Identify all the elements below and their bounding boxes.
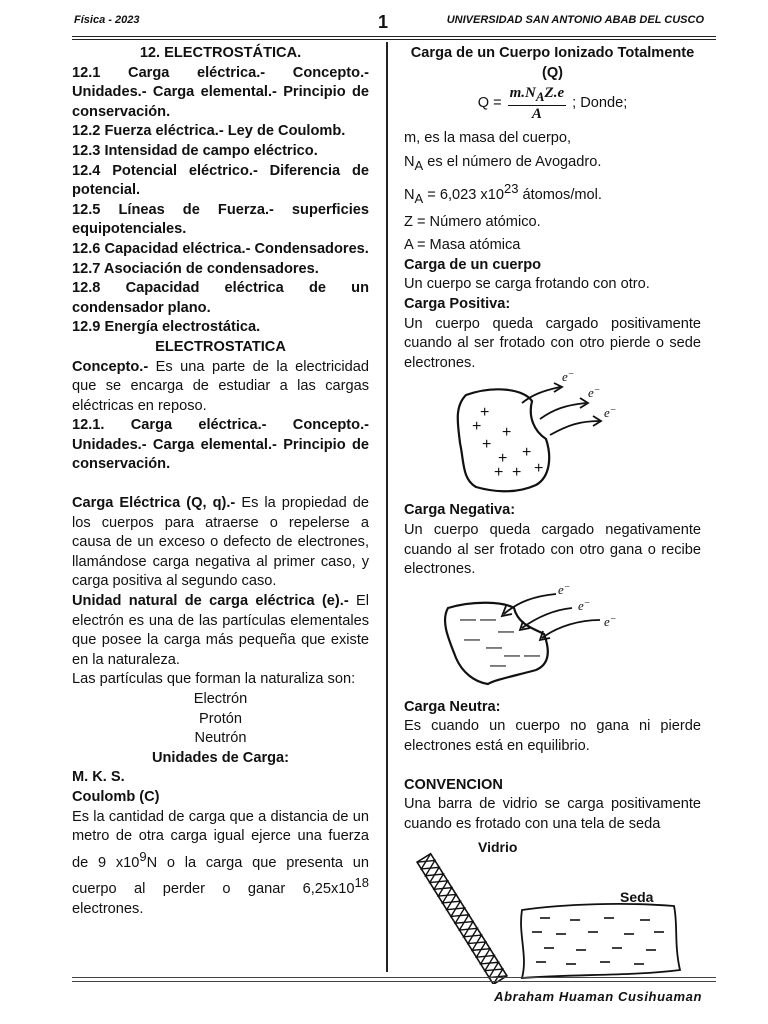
svg-text:—: — bbox=[464, 630, 480, 648]
svg-text:+: + bbox=[512, 464, 522, 482]
convencion-text: Una barra de vidrio se carga positivamente cuando es frotado con una tela de seda bbox=[404, 796, 701, 832]
svg-text:+: + bbox=[482, 436, 492, 454]
carga-cuerpo-text: Un cuerpo se carga frotando con otro. bbox=[404, 276, 650, 293]
svg-text:—: — bbox=[480, 610, 496, 628]
toc-item: 12.2 Fuerza eléctrica.- Ley de Coulomb. bbox=[72, 123, 346, 140]
electron-labels-in bbox=[558, 582, 617, 629]
chapter-title: 12. ELECTROSTÁTICA. bbox=[139, 45, 302, 61]
def-z: Z = Número atómico. bbox=[404, 213, 541, 230]
svg-text:+: + bbox=[534, 460, 544, 478]
negativa-heading: Carga Negativa: bbox=[404, 502, 516, 519]
positiva-heading: Carga Positiva: bbox=[404, 296, 511, 313]
particulas-intro: Las partículas que forman la naturaliza son: bbox=[72, 671, 356, 688]
svg-text:—: — bbox=[498, 622, 514, 640]
header-rule-2 bbox=[72, 39, 716, 40]
toc-item: 12.7 Asociación de condensadores. bbox=[72, 260, 319, 277]
svg-text:+: + bbox=[472, 418, 482, 436]
plus-signs bbox=[472, 404, 543, 481]
mks-label: M. K. S. bbox=[72, 769, 125, 786]
svg-text:e−: e− bbox=[558, 581, 571, 597]
toc-item: 12.3 Intensidad de campo eléctrico. bbox=[72, 142, 318, 159]
concepto-paragraph bbox=[72, 358, 369, 417]
seda-label: Seda bbox=[620, 889, 654, 906]
svg-text:—: — bbox=[486, 638, 502, 656]
ionizado-heading: Carga de un Cuerpo Ionizado Totalmente (Q) bbox=[410, 45, 695, 81]
page-number: 1 bbox=[378, 12, 389, 32]
toc-item: 12.4 Potencial eléctrico.- Diferencia de potencial. bbox=[72, 162, 369, 199]
vidrio-label: Vidrio bbox=[478, 839, 518, 856]
particle-item: Electrón bbox=[193, 691, 248, 707]
svg-text:+: + bbox=[480, 404, 490, 422]
footer-rule bbox=[72, 977, 716, 978]
negativa-text: Un cuerpo queda cargado negativamente cuando al ser frotado con otro gana o recibe electrones. bbox=[404, 521, 701, 578]
unidad-text: El electrón es una de las partículas elementales que posee la carga más pequeña que existe en la naturaleza. bbox=[72, 593, 370, 668]
particle-item: Neutrón bbox=[194, 730, 247, 747]
svg-text:e−: e− bbox=[588, 385, 601, 401]
concepto-text: Es una parte de la electricidad que se encarga de estudiar a las cargas eléctricas en reposo. bbox=[72, 358, 369, 414]
minus-signs bbox=[460, 611, 540, 674]
right-column bbox=[404, 44, 701, 984]
neutra-heading: Carga Neutra: bbox=[404, 698, 501, 715]
particle-item: Protón bbox=[199, 710, 242, 727]
section-subtitle: ELECTROSTATICA bbox=[155, 338, 286, 355]
svg-text:+: + bbox=[498, 450, 508, 468]
svg-text:e−: e− bbox=[578, 597, 591, 613]
carga-paragraph bbox=[72, 494, 369, 592]
concepto-label: Concepto.- bbox=[72, 358, 149, 375]
toc-item: 12.9 Energía electrostática. bbox=[72, 319, 261, 336]
carga-cuerpo-heading: Carga de un cuerpo bbox=[404, 256, 542, 273]
def-a: A = Masa atómica bbox=[404, 237, 521, 254]
svg-text:+: + bbox=[494, 464, 504, 482]
def-mass: m, es la masa del cuerpo, bbox=[404, 130, 572, 147]
column-separator bbox=[386, 42, 388, 972]
neutra-text: Es cuando un cuerpo no gana ni pierde electrones está en equilibrio. bbox=[404, 718, 701, 754]
svg-text:e−: e− bbox=[562, 373, 575, 385]
electron-labels bbox=[562, 373, 617, 420]
svg-text:+: + bbox=[502, 424, 512, 442]
header-rule bbox=[72, 36, 716, 37]
toc-item: 12.5 Líneas de Fuerza.- superficies equipotenciales. bbox=[72, 201, 369, 238]
coulomb-paragraph: Es la cantidad de carga que a distancia de un metro de otra carga igual ejerce una fuerza de 9 $x10^9N$ o la carga que presenta un cuerpo al perder o ganar $6,25x10^{18}$ electrones. bbox=[72, 808, 369, 917]
def-avogadro-value: $N_A = 6,023$ $x10^{23}$ átomos/mol. bbox=[404, 181, 602, 207]
svg-text:—: — bbox=[504, 646, 520, 664]
svg-text:e−: e− bbox=[604, 613, 617, 629]
svg-text:—: — bbox=[524, 646, 540, 664]
positiva-text: Un cuerpo queda cargado positivamente cuando al ser frotado con otro pierde o sede electrones. bbox=[404, 315, 701, 371]
coulomb-label: Coulomb (C) bbox=[72, 788, 160, 805]
glass-silk-figure bbox=[404, 834, 701, 984]
convencion-heading: CONVENCION bbox=[404, 776, 503, 793]
left-column bbox=[72, 44, 369, 919]
glass-rod bbox=[417, 854, 507, 984]
header-university: UNIVERSIDAD SAN ANTONIO ABAB DEL CUSCO bbox=[446, 14, 704, 26]
charge-formula: Q = $\frac{m.N_AZ.e}{A}$ ; Donde; bbox=[477, 85, 628, 123]
unidad-paragraph bbox=[72, 592, 369, 670]
def-avogadro: $N_A$ es el número de Avogadro. bbox=[404, 153, 602, 173]
footer-author: Abraham Huaman Cusihuaman bbox=[494, 989, 702, 1004]
unidad-label: Unidad natural de carga eléctrica (e).- bbox=[72, 593, 349, 610]
toc-item: 12.6 Capacidad eléctrica.- Condensadores. bbox=[72, 240, 369, 257]
positive-charge-figure bbox=[404, 373, 701, 503]
carga-text: Es la propiedad de los cuerpos para atraerse o repelerse a causa de un exceso o defecto de electrones, llamándose carga negativa al primer caso, y carga positiva al segundo caso. bbox=[72, 495, 369, 590]
silk-cloth bbox=[521, 904, 680, 978]
svg-text:—: — bbox=[460, 610, 476, 628]
section-heading: 12.1. Carga eléctrica.- Concepto.- Unidades.- Carga elemental.- Principio de conservación. bbox=[72, 417, 369, 473]
unidades-heading: Unidades de Carga: bbox=[151, 749, 290, 766]
header-subject: Física - 2023 bbox=[74, 14, 140, 26]
svg-text:e−: e− bbox=[604, 405, 617, 421]
toc-item: 12.8 Capacidad eléctrica de un condensador plano. bbox=[72, 280, 369, 316]
silk-marks bbox=[532, 918, 664, 964]
carga-label: Carga Eléctrica (Q, q).- bbox=[72, 495, 236, 512]
footer-rule-2 bbox=[72, 981, 716, 982]
toc-item: 12.1 Carga eléctrica.- Concepto.- Unidades.- Carga elemental.- Principio de conservación. bbox=[72, 64, 369, 120]
svg-text:+: + bbox=[522, 444, 532, 462]
svg-text:—: — bbox=[490, 656, 506, 674]
negative-charge-figure bbox=[404, 580, 701, 698]
